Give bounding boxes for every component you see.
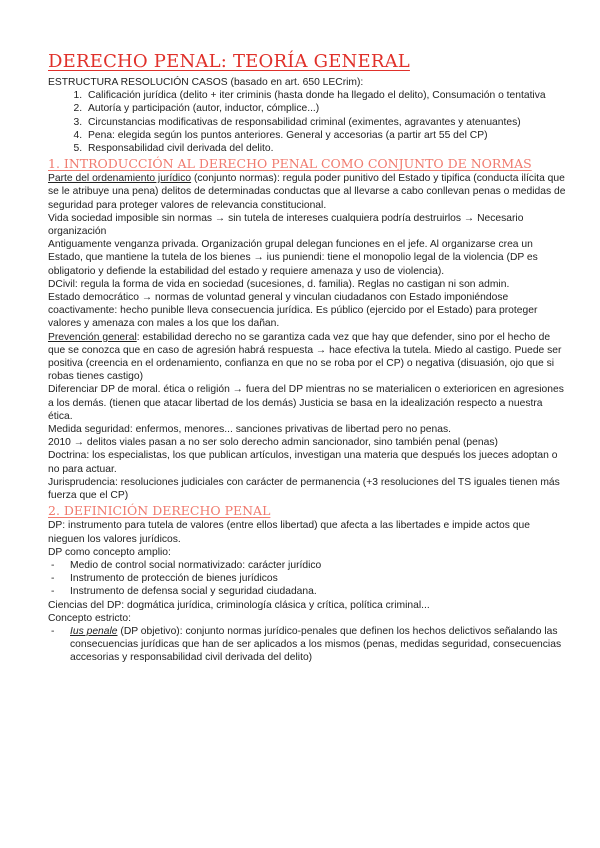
term: Parte del ordenamiento jurídico [48,173,192,185]
list-item: - Ius penale (DP objetivo): conjunto normas jurídico-penales que definen los hechos delictivos señalando las consecuencias jurídicas que han de ser aplicados a los mismos (penas, medidas seguridad, consecuencias accesorias y responsabilidad civil derivada del delito) [51,625,562,664]
paragraph: DP: instrumento para tutela de valores (entre ellos libertad) que afecta a las libertades e impide actos que nieguen los valores jurídicos. [48,520,530,545]
list-item: 4. Pena: elegida según los puntos anteriores. General y accesorias (a partir art 55 del CP) [85,129,568,142]
list-item: 1. Calificación jurídica (delito + iter criminis (hasta donde ha llegado el delito), Consumación o tentativa [85,89,568,102]
paragraph-text: : estabilidad derecho no se garantiza cada vez que hay que defender, sino por el hecho de que se conozca que en caso de agresión habrá respuesta → hace efectiva la tutela. Miedo al castigo. Puede ser positiva (creencia en el ordenamiento, confianza en que no se roba por el CP) o negativa (disuasión, ojo que si robas tienes castigo) [48,331,562,383]
paragraph: Estado democrático → normas de voluntad general y vinculan ciudadanos con Estado imponiéndose coactivamente: hecho punible lleva consecuencia jurídica. Es público (ejercido por el Estado) para proteger valores y amenaza con males a los que los dañan. [48,292,538,330]
dash-bullet: - [51,559,55,571]
list-item: 2. Autoría y participación (autor, inductor, cómplice...) [85,102,568,115]
term: Ius penale [70,625,118,637]
section-1-heading: 1. INTRODUCCIÓN AL DERECHO PENAL COMO CONJUNTO DE NORMAS [48,156,532,172]
paragraph [48,331,568,384]
paragraph-text: (conjunto normas): regula poder punitivo del Estado y tipifica (conducta ilícita que se le atribuye una pena) delitos de determinadas conductas que al llevarse a cabo conllevan penas o medidas de seguridad para proteger valores de relevancia constitucional. [48,173,566,211]
paragraph: Doctrina: los especialistas, los que publican artículos, investigan una materia que después los jueces adoptan o no para actuar. [48,450,558,475]
paragraph: Jurisprudencia: resoluciones judiciales con carácter de permanencia (+3 resoluciones del TS iguales tienen más fuerza que el CP) [48,476,560,502]
paragraph: 2010 → delitos viales pasan a no ser solo derecho admin sancionador, sino también penal (penas) [48,437,498,449]
term: Prevención general [48,331,137,343]
paragraph: Antiguamente venganza privada. Organización grupal delegan funciones en el jefe. Al organizarse crea un Estado, que mantiene la tutela de los bienes → ius puniendi: tiene el monopolio legal de la violencia (DP es obligatorio y defiende la estabilidad del estado y requiere amenaza y uso de violencia). [48,239,538,277]
paragraph: DP como concepto amplio: [48,546,171,558]
dash-bullet: - [51,573,55,585]
steps-list [48,89,568,155]
paragraph: Medida seguridad: enfermos, menores... sanciones privativas de libertad pero no penas. [48,424,451,436]
intro-heading: ESTRUCTURA RESOLUCIÓN CASOS (basado en art. 650 LECrim): [48,77,364,88]
strict-concept-list [48,625,568,665]
list-item: - Instrumento de protección de bienes jurídicos [51,573,278,585]
paragraph: Diferenciar DP de moral. ética o religión → fuera del DP mientras no se materialicen o exterioricen en agresiones a los demás. (tienen que atacar libertad de los demás) Justicia se basa en la idealización respecto a nuestra ética. [48,384,564,422]
list-item: - Medio de control social normativizado: carácter jurídico [51,559,322,571]
list-item: 5. Responsabilidad civil derivada del delito. [85,142,568,155]
paragraph: DCivil: regula la forma de vida en sociedad (sucesiones, d. familia). Reglas no castigan ni son admin. [48,278,510,290]
document-body [48,50,568,665]
list-item: - Instrumento de defensa social y seguridad ciudadana. [51,586,317,598]
broad-concept-list [48,559,568,599]
dash-bullet: - [51,586,55,598]
paragraph [48,172,568,212]
dash-bullet: - [51,625,55,637]
paragraph: Vida sociedad imposible sin normas → sin tutela de intereses cualquiera podría destruirlos → Necesario organización [48,212,524,238]
section-2-heading: 2. DEFINICIÓN DERECHO PENAL [48,503,271,519]
list-item: 3. Circunstancias modificativas de responsabilidad criminal (eximentes, agravantes y atenuantes) [85,116,568,129]
paragraph: Ciencias del DP: dogmática jurídica, criminología clásica y crítica, política criminal... [48,599,430,611]
page-title: DERECHO PENAL: TEORÍA GENERAL [48,51,410,72]
paragraph: Concepto estricto: [48,612,131,624]
